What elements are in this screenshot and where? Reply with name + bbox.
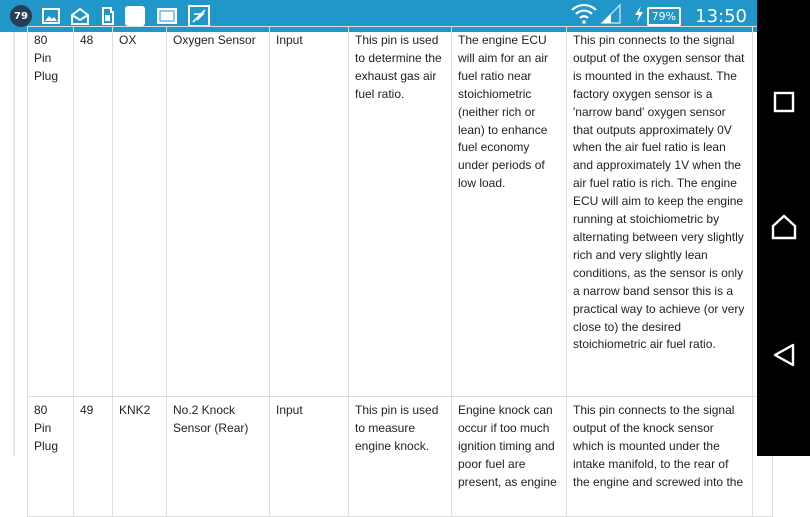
connector-cell: 80 Pin Plug (28, 27, 74, 397)
table-row (28, 27, 773, 397)
notification-count-badge[interactable]: 79 (10, 5, 32, 27)
table-row (28, 397, 773, 517)
pin-number-cell: 49 (74, 397, 113, 517)
pin-code-cell: OX (113, 27, 167, 397)
pinout-table (27, 26, 773, 517)
purpose-cell: This pin is used to measure engine knock. (349, 397, 452, 517)
function-cell: The engine ECU will aim for an air fuel ratio near stoichiometric (neither rich or lean) to enhance fuel economy under periods of low load. (452, 27, 567, 397)
pin-name-cell: Oxygen Sensor (167, 27, 270, 397)
io-cell: Input (270, 27, 349, 397)
description-cell: This pin connects to the signal output of the knock sensor which is mounted under the intake manifold, to the rear of the engine and screwed into the (567, 397, 753, 517)
pin-name-cell: No.2 Knock Sensor (Rear) (167, 397, 270, 517)
app-icon[interactable] (124, 5, 146, 27)
purpose-cell: This pin is used to determine the exhaust gas air fuel ratio. (349, 27, 452, 397)
pin-number-cell: 48 (74, 27, 113, 397)
mail-icon[interactable] (70, 7, 90, 25)
recents-square-icon[interactable] (771, 89, 797, 115)
signal-icon (601, 4, 621, 28)
battery-indicator: 79% (647, 7, 681, 26)
back-icon[interactable] (771, 342, 797, 368)
image-icon[interactable] (42, 8, 60, 24)
wifi-icon (571, 4, 597, 28)
sim-icon[interactable] (100, 7, 114, 25)
navigation-bar (757, 0, 810, 456)
connector-cell: 80 Pin Plug (28, 397, 74, 517)
charging-icon (633, 5, 645, 27)
io-cell: Input (270, 397, 349, 517)
bird-icon[interactable] (188, 5, 210, 27)
web-content[interactable] (0, 32, 757, 489)
page-left-border (13, 32, 15, 456)
pin-code-cell: KNK2 (113, 397, 167, 517)
keyboard-icon[interactable] (156, 7, 178, 25)
description-cell: This pin connects to the signal output of the oxygen sensor that is mounted in the exhaust. The factory oxygen sensor is a 'narrow band' oxygen sensor that outputs approximately 0V when the air fuel ratio is lean and approximately 1V when the air fuel ratio is rich. The engine ECU will aim to keep the engine running at stoichiometric by alternating between very slightly rich and very slightly lean conditions, as the sensor is only a narrow band sensor this is a practical way to achieve (or very close to) the desired stoichiometric air fuel ratio. (567, 27, 753, 397)
home-icon[interactable] (771, 214, 797, 240)
clock: 13:50 (695, 5, 747, 27)
function-cell: Engine knock can occur if too much ignition timing and poor fuel are present, as engine (452, 397, 567, 517)
